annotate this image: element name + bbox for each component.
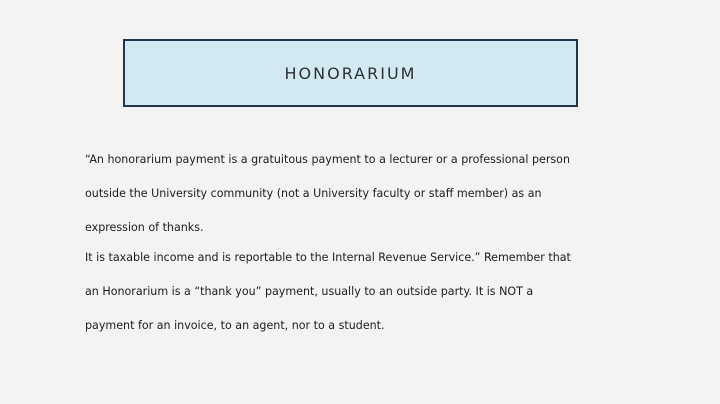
title-box [123, 39, 578, 107]
body-line: expression of thanks. [85, 221, 204, 234]
body-line: outside the University community (not a University faculty or staff member) as an [85, 187, 542, 200]
slide-title: HONORARIUM [284, 63, 417, 83]
body-text [85, 150, 660, 350]
body-line: payment for an invoice, to an agent, nor to a student. [85, 319, 385, 332]
body-line: an Honorarium is a “thank you” payment, usually to an outside party. It is NOT a [85, 285, 534, 298]
body-line: It is taxable income and is reportable to the Internal Revenue Service.” Remember that [85, 251, 571, 264]
body-line: “An honorarium payment is a gratuitous payment to a lecturer or a professional person [85, 153, 570, 166]
